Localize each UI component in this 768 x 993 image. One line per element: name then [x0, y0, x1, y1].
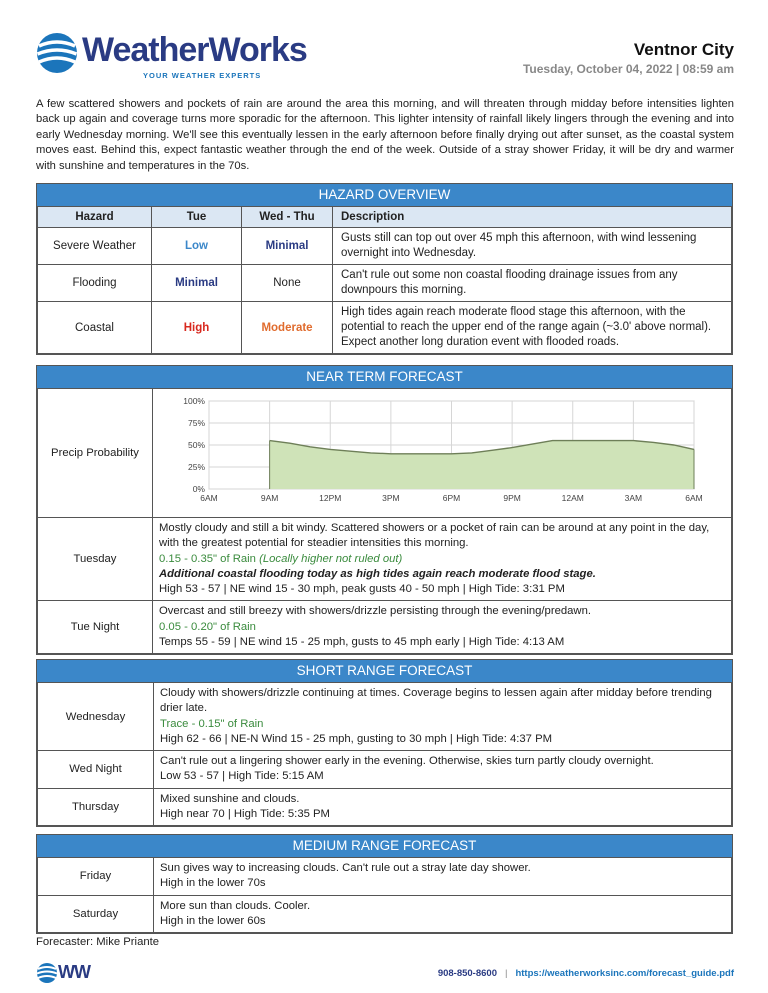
forecast-text: Can't rule out a lingering shower early in the evening. Otherwise, skies turn partly cloudy overnight.: [160, 755, 654, 768]
x-tick-label: 6AM: [685, 493, 703, 503]
hazard-overview-section: [36, 183, 733, 355]
period-label: Saturday: [38, 895, 154, 933]
period-forecast: [153, 518, 732, 601]
brand-tagline: YOUR WEATHER EXPERTS: [143, 71, 262, 80]
period-label: Thursday: [38, 788, 154, 826]
hazard-level-wedthu: Minimal: [242, 228, 333, 265]
forecast-row: [38, 683, 732, 751]
forecaster-credit: Forecaster: Mike Priante: [36, 936, 160, 948]
hazard-level-tue: Minimal: [152, 265, 242, 302]
hazard-name: Severe Weather: [38, 228, 152, 265]
hazard-overview-title: HAZARD OVERVIEW: [37, 184, 732, 206]
location-title: Ventnor City: [633, 40, 734, 59]
short-range-section: [36, 659, 733, 827]
forecast-text: Cloudy with showers/drizzle continuing at times. Coverage begins to lessen again after midday before trending drier late.: [160, 687, 712, 715]
y-tick-label: 0%: [192, 484, 205, 494]
forecast-details: High in the lower 70s: [160, 877, 266, 890]
forecast-text: Mostly cloudy and still a bit windy. Scattered showers or a pocket of rain can be around at any point in the day, with the greatest potential for steadier intensities this morning.: [159, 522, 710, 550]
forecast-text: More sun than clouds. Cooler.: [160, 899, 311, 912]
hazard-description: High tides again reach moderate flood stage this afternoon, with the potential to reach the upper end of the range again (~3.0' above normal). Expect another long duration event with flooded roads.: [333, 302, 732, 354]
near-term-section: [36, 365, 733, 655]
forecast-row: [38, 895, 732, 933]
footer-phone[interactable]: 908-850-8600: [437, 968, 497, 979]
forecast-row: [38, 601, 732, 654]
globe-small-icon: [36, 962, 58, 984]
period-forecast: [154, 895, 732, 933]
weatherworks-logo[interactable]: [36, 30, 336, 82]
forecast-row: [38, 788, 732, 826]
chart-label: Precip Probability: [38, 389, 153, 518]
y-tick-label: 100%: [183, 396, 205, 406]
x-tick-label: 3PM: [382, 493, 400, 503]
footer-contact: [438, 968, 734, 979]
col-header-wedthu: Wed - Thu: [242, 207, 333, 228]
forecast-details: High in the lower 60s: [160, 914, 266, 927]
x-tick-label: 6AM: [200, 493, 218, 503]
footer-separator: |: [504, 968, 508, 979]
hazard-row: [38, 228, 732, 265]
period-label: Wed Night: [38, 751, 154, 789]
forecast-text: Sun gives way to increasing clouds. Can't rule out a stray late day shower.: [160, 862, 531, 874]
col-header-description: Description: [333, 207, 732, 228]
rain-amount: Trace - 0.15" of Rain: [160, 717, 264, 730]
rain-amount: [159, 552, 725, 567]
forecast-details: Temps 55 - 59 | NE wind 15 - 25 mph, gusts to 45 mph early | High Tide: 4:13 AM: [159, 636, 565, 649]
hazard-level-tue: High: [152, 302, 242, 354]
period-forecast: [154, 858, 732, 896]
forecast-details: High near 70 | High Tide: 5:35 PM: [160, 808, 330, 821]
y-tick-label: 75%: [187, 418, 205, 428]
near-term-table: [37, 388, 732, 654]
period-label: Friday: [38, 858, 154, 896]
hazard-name: Flooding: [38, 265, 152, 302]
forecast-details: High 53 - 57 | NE wind 15 - 30 mph, peak gusts 40 - 50 mph | High Tide: 3:31 PM: [159, 583, 565, 596]
emphasis-note: Additional coastal flooding today as high tides again reach moderate flood stage.: [159, 567, 596, 580]
x-tick-label: 9PM: [503, 493, 521, 503]
medium-range-section: [36, 834, 733, 934]
page-footer: [36, 962, 734, 986]
hazard-description: Gusts still can top out over 45 mph this afternoon, with wind lessening overnight into Wednesday.: [333, 228, 732, 265]
period-forecast: [154, 788, 732, 826]
x-tick-label: 12AM: [561, 493, 584, 503]
forecast-details: Low 53 - 57 | High Tide: 5:15 AM: [160, 770, 324, 783]
period-forecast: [154, 751, 732, 789]
footer-url-link[interactable]: https://weatherworksinc.com/forecast_guide.pdf: [515, 968, 734, 979]
period-label: Tue Night: [38, 601, 153, 654]
period-forecast: [154, 683, 732, 751]
chart-row: [38, 389, 732, 518]
precip-probability-chart: [153, 389, 731, 514]
hazard-level-tue: Low: [152, 228, 242, 265]
footer-brand-mark: WW: [58, 962, 90, 982]
hazard-name: Coastal: [38, 302, 152, 354]
x-tick-label: 12PM: [319, 493, 342, 503]
forecast-row: [38, 858, 732, 896]
forecast-details: High 62 - 66 | NE-N Wind 15 - 25 mph, gusting to 30 mph | High Tide: 4:37 PM: [160, 732, 553, 745]
medium-range-title: MEDIUM RANGE FORECAST: [37, 835, 732, 857]
forecast-text: Overcast and still breezy with showers/drizzle persisting through the evening/predawn.: [159, 605, 592, 618]
forecast-row: [38, 518, 732, 601]
hazard-level-wedthu: Moderate: [242, 302, 333, 354]
brand-name: WeatherWorks: [82, 31, 307, 69]
issue-timestamp: Tuesday, October 04, 2022 | 08:59 am: [522, 62, 734, 76]
rain-range: 0.15 - 0.35" of Rain: [159, 552, 256, 565]
near-term-title: NEAR TERM FORECAST: [37, 366, 732, 388]
forecast-summary: A few scattered showers and pockets of rain are around the area this morning, and will threaten through midday before intensities lighten back up again and coverage turns more sporadic for the afternoon. This lighter intensity of rainfall likely lingers through the evening and into early Wednesday morning. We'll see this eventually lessen in the early afternoon before finally drying out after sunset, as the coastal system moves east. Behind this, expect fantastic weather through the end of the week. Outside of a stray shower Friday, it will be dry and warmer with sunshine and temperatures in the 70s.: [36, 98, 734, 172]
hazard-description: Can't rule out some non coastal flooding drainage issues from any downpours this morning.: [333, 265, 732, 302]
forecast-row: [38, 751, 732, 789]
hazard-table: [37, 206, 732, 354]
short-range-table: [37, 682, 732, 826]
col-header-hazard: Hazard: [38, 207, 152, 228]
period-label: Tuesday: [38, 518, 153, 601]
medium-range-table: [37, 857, 732, 933]
short-range-title: SHORT RANGE FORECAST: [37, 660, 732, 682]
period-label: Wednesday: [38, 683, 154, 751]
hazard-row: [38, 302, 732, 354]
x-tick-label: 6PM: [442, 493, 461, 503]
x-tick-label: 3AM: [624, 493, 643, 503]
page-header: [36, 30, 734, 90]
rain-note: (Locally higher not ruled out): [259, 552, 403, 565]
chart-cell: [153, 389, 732, 518]
forecast-text: Mixed sunshine and clouds.: [160, 792, 300, 805]
y-tick-label: 50%: [187, 440, 205, 450]
col-header-tue: Tue: [152, 207, 242, 228]
rain-amount: 0.05 - 0.20" of Rain: [159, 620, 256, 633]
period-forecast: [153, 601, 732, 654]
globe-logo-icon: [36, 32, 78, 74]
x-tick-label: 9AM: [260, 493, 279, 503]
hazard-row: [38, 265, 732, 302]
hazard-level-wedthu: None: [242, 265, 333, 302]
y-tick-label: 25%: [187, 462, 205, 472]
